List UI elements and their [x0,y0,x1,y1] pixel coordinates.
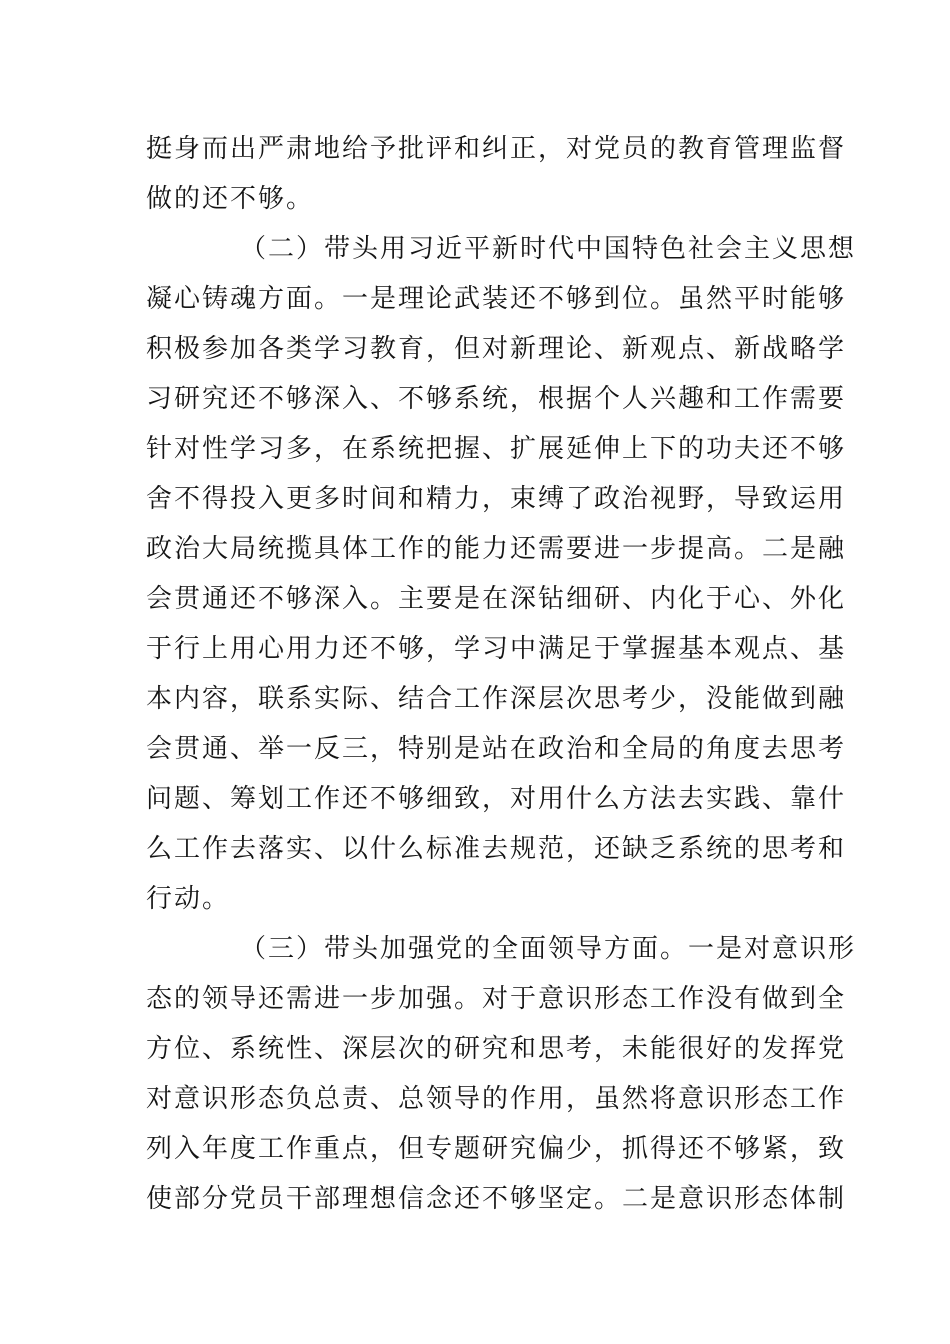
text-line: 舍不得投入更多时间和精力，束缚了政治视野，导致运用 [146,484,847,514]
text-line: 针对性学习多，在系统把握、扩展延伸上下的功夫还不够 [146,434,847,464]
text-line: 挺身而出严肃地给予批评和纠正，对党员的教育管理监督 [146,134,847,164]
text-line: 会贯通、举一反三，特别是站在政治和全局的角度去思考 [146,734,847,764]
section-heading-line: （二）带头用习近平新时代中国特色社会主义思想 [240,234,857,264]
text-line: 行动。 [146,884,231,914]
text-line: 积极参加各类学习教育，但对新理论、新观点、新战略学 [146,334,847,364]
text-line: 做的还不够。 [146,184,315,214]
text-line: 列入年度工作重点，但专题研究偏少，抓得还不够紧，致 [146,1134,847,1164]
text-line: 问题、筹划工作还不够细致，对用什么方法去实践、靠什 [146,784,847,814]
text-line: 凝心铸魂方面。一是理论武装还不够到位。虽然平时能够 [146,284,847,314]
text-line: 使部分党员干部理想信念还不够坚定。二是意识形态体制 [146,1184,847,1214]
text-line: 政治大局统揽具体工作的能力还需要进一步提高。二是融 [146,534,847,564]
text-line: 么工作去落实、以什么标准去规范，还缺乏系统的思考和 [146,834,847,864]
text-line: 于行上用心用力还不够，学习中满足于掌握基本观点、基 [146,634,847,664]
document-body [146,124,857,1224]
text-line: 态的领导还需进一步加强。对于意识形态工作没有做到全 [146,984,847,1014]
text-line: 对意识形态负总责、总领导的作用，虽然将意识形态工作 [146,1084,847,1114]
text-line: 习研究还不够深入、不够系统，根据个人兴趣和工作需要 [146,384,847,414]
text-line: 方位、系统性、深层次的研究和思考，未能很好的发挥党 [146,1034,847,1064]
section-heading-line: （三）带头加强党的全面领导方面。一是对意识形 [240,934,857,964]
text-line: 会贯通还不够深入。主要是在深钻细研、内化于心、外化 [146,584,847,614]
text-line: 本内容，联系实际、结合工作深层次思考少，没能做到融 [146,684,847,714]
